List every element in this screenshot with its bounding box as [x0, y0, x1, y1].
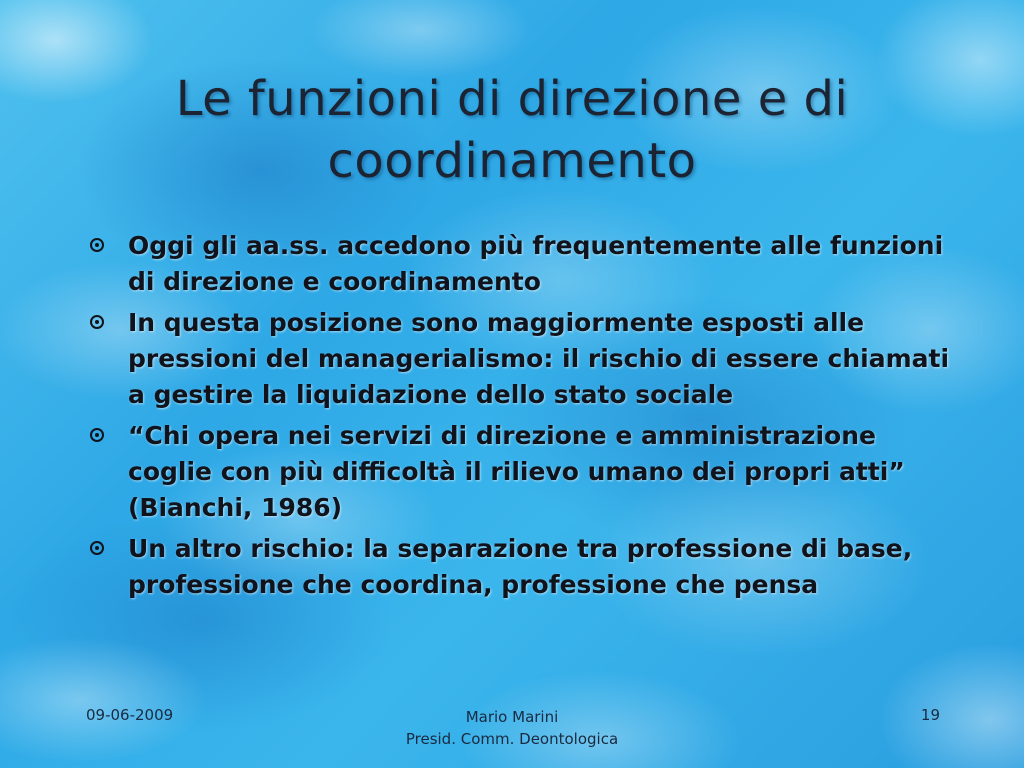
circled-dot-icon: [90, 315, 104, 329]
bullet-item: [90, 228, 950, 300]
bullet-text: “Chi opera nei servizi di direzione e amministrazione coglie con più difficoltà il rilievo umano dei propri atti” (Bianchi, 1986): [128, 421, 905, 522]
bullet-text: Un altro rischio: la separazione tra professione di base, professione che coordina, professione che pensa: [128, 534, 913, 599]
bullet-item: [90, 305, 950, 413]
circled-dot-icon: [90, 428, 104, 442]
circled-dot-icon: [90, 541, 104, 555]
bullet-text: Oggi gli aa.ss. accedono più frequentemente alle funzioni di direzione e coordinamento: [128, 231, 944, 296]
footer-author-role: Presid. Comm. Deontologica: [405, 730, 619, 748]
slide-title: Le funzioni di direzione e di coordinamento: [175, 71, 849, 189]
circled-dot-icon: [90, 238, 104, 252]
bullet-item: [90, 418, 950, 526]
bullet-list: [90, 228, 950, 608]
footer-author-name: Mario Marini: [465, 708, 559, 726]
page-number: 19: [920, 706, 940, 724]
footer-date: 09-06-2009: [86, 706, 174, 724]
bullet-text: In questa posizione sono maggiormente esposti alle pressioni del managerialismo: il rischio di essere chiamati a gestire la liquidazione dello stato sociale: [128, 308, 950, 409]
bullet-item: [90, 531, 950, 603]
footer-author: [362, 706, 662, 750]
